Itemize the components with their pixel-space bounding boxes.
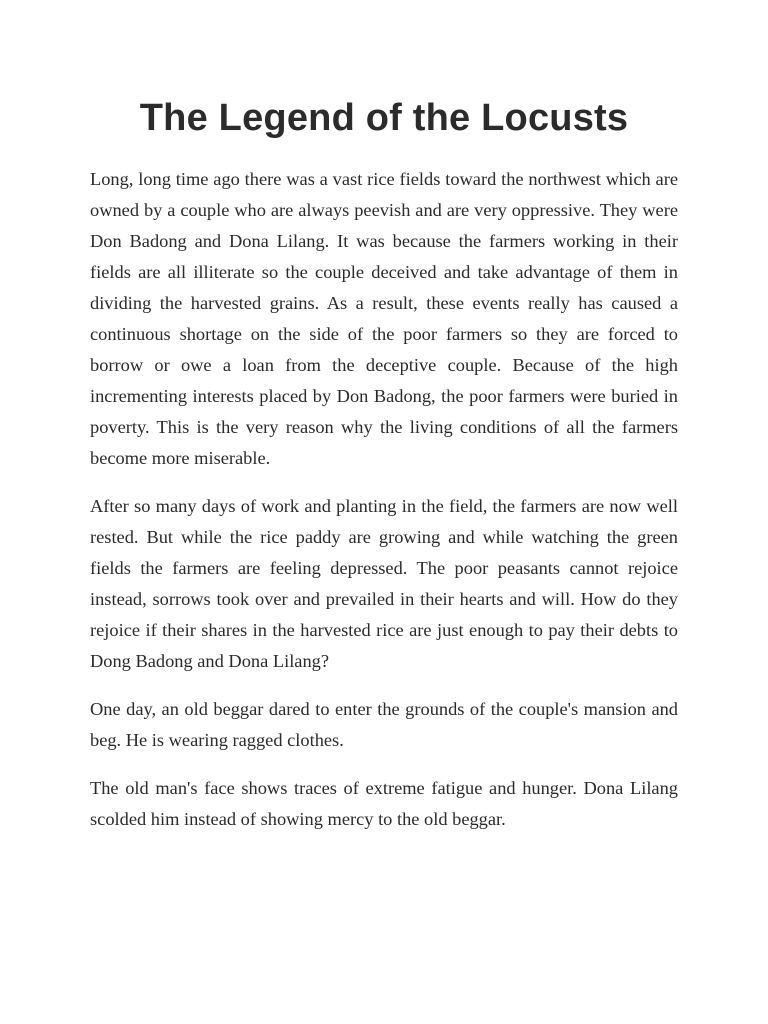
paragraph-3: One day, an old beggar dared to enter the grounds of the couple's mansion and beg. He is wearing ragged clothes. <box>90 699 678 750</box>
paragraph-4: The old man's face shows traces of extreme fatigue and hunger. Dona Lilang scolded him instead of showing mercy to the old beggar. <box>90 778 678 829</box>
document-title: The Legend of the Locusts <box>139 97 629 139</box>
paragraph-1: Long, long time ago there was a vast rice fields toward the northwest which are owned by a couple who are always peevish and are very oppressive. They were Don Badong and Dona Lilang. It was because the farmers working in their fields are all illiterate so the couple deceived and take advantage of them in dividing the harvested grains. As a result, these events really has caused a continuous shortage on the side of the poor farmers so they are forced to borrow or owe a loan from the deceptive couple. Because of the high incrementing interests placed by Don Badong, the poor farmers were buried in poverty. This is the very reason why the living conditions of all the farmers become more miserable. <box>90 169 678 468</box>
document-body <box>90 164 678 852</box>
paragraph-2: After so many days of work and planting in the field, the farmers are now well rested. But while the rice paddy are growing and while watching the green fields the farmers are feeling depressed. The poor peasants cannot rejoice instead, sorrows took over and prevailed in their hearts and will. How do they rejoice if their shares in the harvested rice are just enough to pay their debts to Dong Badong and Dona Lilang? <box>90 496 678 671</box>
